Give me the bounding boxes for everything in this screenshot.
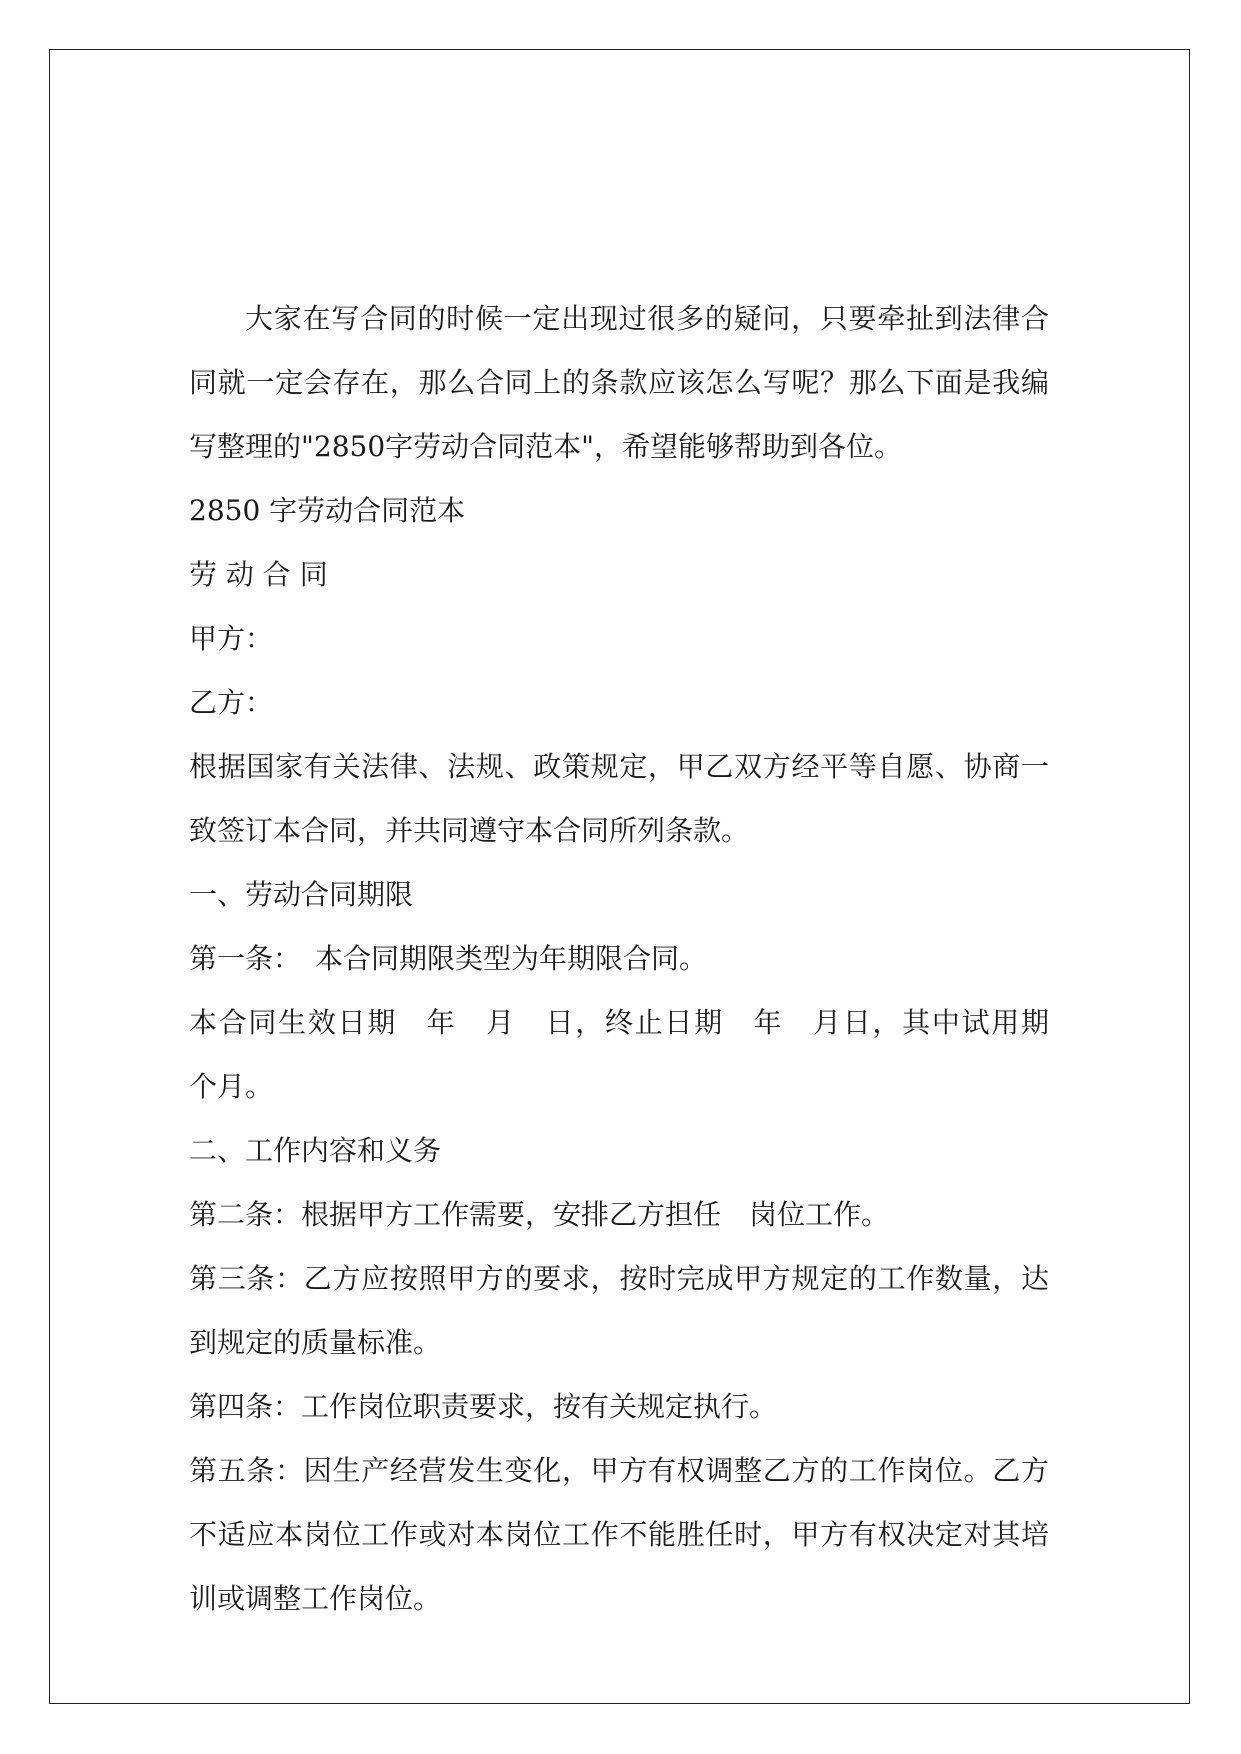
article-5: 第五条：因生产经营发生变化，甲方有权调整乙方的工作岗位。乙方不适应本岗位工作或对本岗位工作不能胜任时，甲方有权决定对其培训或调整工作岗位。: [189, 1454, 1049, 1615]
preamble-paragraph: 根据国家有关法律、法规、政策规定，甲乙双方经平等自愿、协商一致签订本合同，并共同遵守本合同所列条款。: [189, 750, 1049, 847]
section-heading-contract-term: 一、劳动合同期限: [189, 878, 414, 911]
article-1-dates: 本合同生效日期 年 月 日，终止日期 年 月日，其中试用期 个月。: [189, 1006, 1078, 1103]
contract-heading: 劳 动 合 同: [189, 558, 328, 591]
document-body: [189, 287, 1078, 1631]
article-3: 第三条：乙方应按照甲方的要求，按时完成甲方规定的工作数量，达到规定的质量标准。: [189, 1262, 1049, 1359]
section-heading-work-content: 二、工作内容和义务: [189, 1134, 442, 1167]
document-title: 2850 字劳动合同范本: [189, 494, 466, 527]
intro-paragraph: 大家在写合同的时候一定出现过很多的疑问，只要牵扯到法律合同就一定会存在，那么合同上的条款应该怎么写呢？那么下面是我编写整理的"2850字劳动合同范本"，希望能够帮助到各位。: [189, 302, 1049, 463]
article-4: 第四条：工作岗位职责要求，按有关规定执行。: [189, 1390, 778, 1423]
article-1: 第一条： 本合同期限类型为年期限合同。: [189, 942, 708, 975]
article-2: 第二条：根据甲方工作需要，安排乙方担任 岗位工作。: [189, 1198, 890, 1231]
party-b-line: 乙方：: [189, 686, 274, 719]
party-a-line: 甲方：: [189, 622, 274, 655]
